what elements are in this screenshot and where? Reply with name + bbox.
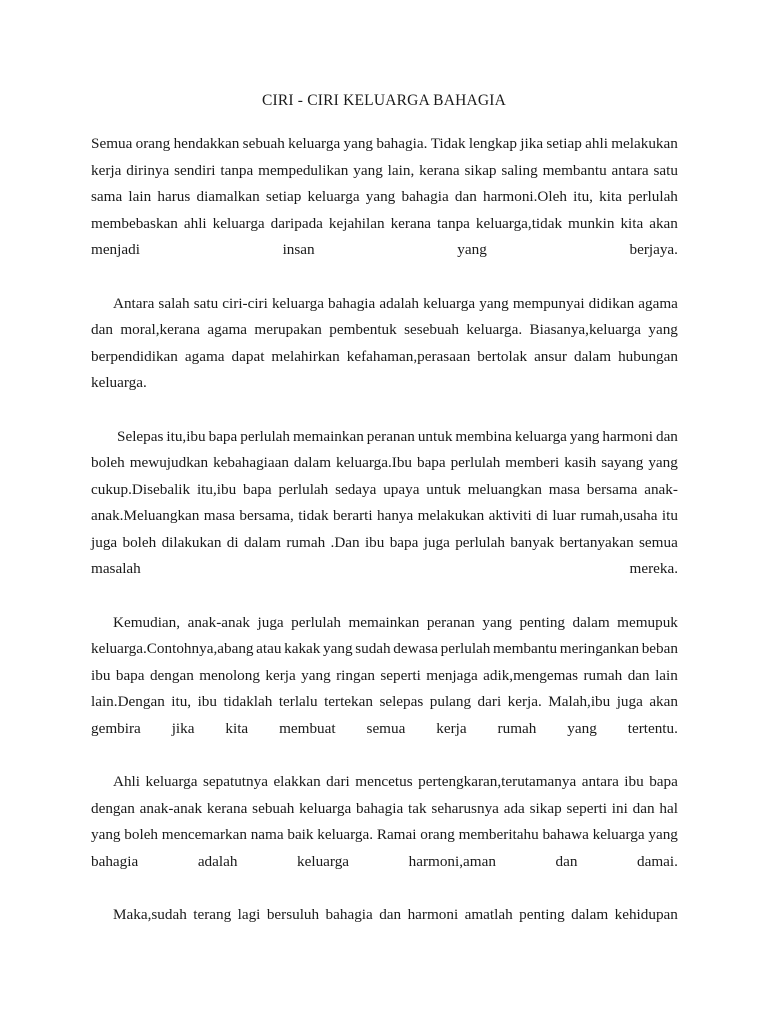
word: berarti <box>332 507 373 524</box>
word: bersama <box>586 480 638 498</box>
word: memberi <box>505 454 560 471</box>
text-line <box>91 424 678 451</box>
word: dalam <box>572 613 610 631</box>
word: kefahaman,perasaan <box>346 347 471 365</box>
text-line <box>91 530 678 557</box>
word: adik,mengemas <box>483 666 579 684</box>
word: kerja <box>265 666 296 684</box>
word: juga <box>91 533 118 551</box>
text-line <box>91 211 678 238</box>
word: bahagia <box>356 799 404 817</box>
word: hendakkan <box>173 135 240 152</box>
word: adalah <box>379 294 420 312</box>
word: amatlah <box>464 906 513 923</box>
word: rumah <box>497 719 537 737</box>
paragraph-gap <box>91 875 678 902</box>
word: ringan <box>336 666 375 684</box>
word: kerja <box>91 161 122 179</box>
word: beban <box>641 640 678 657</box>
word: bahawa <box>542 826 589 843</box>
word: perlulah <box>440 640 491 657</box>
word: boleh <box>91 454 125 471</box>
word: kita <box>620 214 644 232</box>
word: mencetus <box>355 773 413 790</box>
word: anak.Meluangkan <box>91 507 200 524</box>
word: boleh <box>122 533 157 551</box>
text-line <box>91 610 678 637</box>
word: meringankan <box>559 640 640 657</box>
word: munkin <box>568 214 615 232</box>
text-line <box>91 716 678 743</box>
word: satu <box>653 161 678 179</box>
word: membuat <box>279 719 336 737</box>
word: Semua <box>91 135 133 152</box>
word: dewasa <box>393 640 438 657</box>
word: elakkan <box>273 773 321 790</box>
word: kerana <box>390 214 432 232</box>
word: boleh <box>124 826 159 843</box>
word: yang <box>365 188 396 205</box>
word: keluarga <box>288 135 341 152</box>
word: yang <box>569 427 600 445</box>
word: ini <box>611 799 628 817</box>
word: bersuluh <box>266 906 320 923</box>
word: membantu <box>542 161 607 179</box>
text-line <box>91 902 678 929</box>
word: dalam <box>243 533 282 551</box>
word: mereka. <box>629 560 678 577</box>
word: dalam <box>573 347 612 365</box>
word: masalah <box>91 560 141 577</box>
word: merupakan <box>254 321 322 338</box>
word: lain.Dengan <box>91 693 165 710</box>
word: sebuah <box>252 799 295 817</box>
word: Ahli <box>113 773 141 790</box>
word: di <box>536 507 548 524</box>
word: aktiviti <box>488 507 532 524</box>
word: peranan <box>366 427 415 445</box>
word: anak-anak <box>187 613 250 631</box>
paragraph-gap <box>91 397 678 424</box>
word: insan <box>282 241 315 258</box>
word: dirinya <box>126 161 170 179</box>
word: Selepas <box>117 427 164 445</box>
text-line <box>91 769 678 796</box>
word: banyak <box>510 533 555 551</box>
word: harmoni <box>602 427 653 445</box>
word: perlulah <box>240 427 290 445</box>
word: yang <box>91 826 121 843</box>
word: bapa <box>389 533 419 551</box>
word: melakukan <box>611 135 678 152</box>
word: dan <box>655 427 678 445</box>
word: keluarga <box>423 294 476 312</box>
word: sama <box>91 188 123 205</box>
word: ciri-ciri <box>222 294 268 312</box>
word: dalam <box>293 454 332 471</box>
word: keluarga.Ibu <box>335 454 413 471</box>
word: harmoni <box>407 906 459 923</box>
word: bapa <box>208 427 238 445</box>
word: perlulah <box>628 188 678 205</box>
paragraph-gap <box>91 742 678 769</box>
word: keluarga. <box>91 374 147 391</box>
word: penting <box>519 613 566 631</box>
word: hubungan <box>618 347 678 365</box>
word: adalah <box>197 852 238 870</box>
word: itu, <box>171 693 192 710</box>
word: memainkan <box>292 427 364 445</box>
word: luar <box>552 507 576 524</box>
word: pertengkaran,terutamanya <box>418 773 577 790</box>
word: yang <box>648 454 678 471</box>
word: bersama, <box>239 507 294 524</box>
word: orang <box>135 135 171 152</box>
word: keluarga <box>297 852 350 870</box>
word: menjaga <box>426 666 478 684</box>
word: ahli <box>183 214 207 232</box>
word: kehidupan <box>614 906 678 923</box>
word: lain, <box>387 161 415 179</box>
word: hanya <box>376 507 414 524</box>
text-line <box>91 158 678 185</box>
word: satu <box>193 294 219 312</box>
word: keluarga <box>145 773 198 790</box>
word: berjaya. <box>629 241 678 258</box>
text-line <box>91 796 678 823</box>
word: perlulah <box>278 480 329 498</box>
word: setiap <box>546 135 582 152</box>
text-line <box>91 689 678 716</box>
word: bahagia <box>325 906 373 923</box>
word: setiap <box>265 188 302 205</box>
word: seperti <box>566 799 607 817</box>
word: membebaskan <box>91 214 178 232</box>
document-title: CIRI - CIRI KELUARGA BAHAGIA <box>261 92 507 109</box>
word: harmoni.Oleh <box>483 188 567 205</box>
word: keluarga. <box>317 826 374 843</box>
word: yang <box>567 719 597 737</box>
word: salah <box>158 294 190 312</box>
word: selepas <box>379 693 424 710</box>
word: itu,ibu <box>166 427 206 445</box>
paragraph <box>91 610 678 743</box>
word: yang <box>479 294 509 312</box>
word: didikan <box>588 294 635 312</box>
word: Maka,sudah <box>113 906 187 923</box>
word: tanpa <box>437 214 470 232</box>
text-line <box>91 663 678 690</box>
text-line <box>91 556 678 583</box>
word: juga <box>257 613 284 631</box>
word: mencemarkan <box>161 826 247 843</box>
word: akan <box>649 214 678 232</box>
word: penting <box>519 906 565 923</box>
text-line <box>91 344 678 371</box>
word: ansur <box>534 347 567 365</box>
word: harus <box>157 188 191 205</box>
word: membina <box>455 427 512 445</box>
word: bapa <box>649 773 678 790</box>
word: kita <box>225 719 249 737</box>
word: untuk <box>426 480 461 498</box>
word: tidaklah <box>223 693 273 710</box>
word: dan <box>632 799 655 817</box>
word: memberitahu <box>458 826 539 843</box>
word: menolong <box>199 666 260 684</box>
paragraph <box>91 902 678 929</box>
word: mempunyai <box>512 294 585 312</box>
word: lain <box>128 188 152 205</box>
word: keluarga,tidak <box>475 214 563 232</box>
word: akan <box>649 693 678 710</box>
word: yang <box>301 666 331 684</box>
word: agama <box>184 347 225 365</box>
word: lain <box>655 666 678 684</box>
word: bahagia. <box>376 135 428 152</box>
word: sikap <box>464 161 497 179</box>
word: jika <box>171 719 195 737</box>
word: sesebuah <box>404 321 459 338</box>
word: kerja. <box>507 693 542 710</box>
word: baik <box>287 826 314 843</box>
word: sebuah <box>242 135 285 152</box>
word: dalam <box>571 906 609 923</box>
word: tidak <box>298 507 329 524</box>
word: keluarga. <box>466 321 523 338</box>
word: Ramai <box>376 826 417 843</box>
word: terlalu <box>278 693 318 710</box>
word: kerana <box>419 161 460 179</box>
word: yang <box>648 826 678 843</box>
word: keluarga <box>271 294 324 312</box>
word: memainkan <box>348 613 420 631</box>
word: itu <box>661 507 678 524</box>
text-line <box>91 237 678 264</box>
word: membantu <box>493 640 558 657</box>
text-line <box>91 503 678 530</box>
word: damai. <box>637 852 678 870</box>
word: cukup.Disebalik <box>91 480 191 498</box>
word: Malah,ibu <box>548 693 611 710</box>
word: ibu <box>364 533 385 551</box>
text-line <box>91 477 678 504</box>
word: lagi <box>237 906 261 923</box>
word: ibu <box>91 666 111 684</box>
word: bapa <box>115 666 145 684</box>
word: dilakukan <box>161 533 222 551</box>
word: dan <box>379 906 402 923</box>
word: seperti <box>380 666 421 684</box>
word: ada <box>503 799 525 817</box>
word: jika <box>520 135 544 152</box>
word: bertanyakan <box>559 533 634 551</box>
word: kejahilan <box>328 214 385 232</box>
word: dengan <box>91 799 135 817</box>
word: harmoni,aman <box>408 852 496 870</box>
word: rumah <box>286 533 326 551</box>
word: rumah,usaha <box>580 507 658 524</box>
word: gembira <box>91 719 141 737</box>
word: masa <box>548 480 580 498</box>
word: melakukan <box>417 507 485 524</box>
word: dan <box>91 321 113 338</box>
word: bapa <box>416 454 446 471</box>
word: dan <box>627 666 650 684</box>
word: saling <box>501 161 538 179</box>
paragraph-gap <box>91 583 678 610</box>
document-body <box>91 131 678 929</box>
word: melahirkan <box>271 347 340 365</box>
word: tertekan <box>324 693 373 710</box>
text-line <box>91 291 678 318</box>
word: Kemudian, <box>113 613 181 631</box>
text-line <box>91 317 678 344</box>
word: ibu <box>624 773 644 790</box>
text-line <box>91 131 678 158</box>
word: itu,ibu <box>196 480 237 498</box>
word: juga <box>423 533 450 551</box>
word: yang <box>343 135 374 152</box>
word: keluarga.Contohnya,abang <box>91 640 254 657</box>
word: kita <box>599 188 622 205</box>
word: dan <box>454 188 477 205</box>
word: kasih <box>564 454 597 471</box>
word: yang <box>323 640 353 657</box>
word: daripada <box>270 214 323 232</box>
text-line <box>91 822 678 849</box>
word: itu, <box>573 188 593 205</box>
word: yang <box>648 321 678 338</box>
word: ibu <box>197 693 217 710</box>
word: .Dan <box>330 533 360 551</box>
word: Biasanya,keluarga <box>529 321 641 338</box>
word: kebahagiaan <box>213 454 289 471</box>
word: masa <box>203 507 235 524</box>
word: keluarga <box>592 826 645 843</box>
word: berpendidikan <box>91 347 178 365</box>
paragraph <box>91 424 678 583</box>
paragraph <box>91 291 678 397</box>
word: menjadi <box>91 241 140 258</box>
word: Tidak <box>430 135 466 152</box>
word: dengan <box>149 666 194 684</box>
word: keluarga <box>299 799 352 817</box>
word: juga <box>616 693 643 710</box>
word: ahli <box>585 135 608 152</box>
word: bahagia <box>401 188 449 205</box>
word: antara <box>581 773 619 790</box>
word: pulang <box>429 693 472 710</box>
word: agama <box>207 321 248 338</box>
word: sedaya <box>335 480 377 498</box>
word: mempedulikan <box>258 161 349 179</box>
word: peranan <box>426 613 475 631</box>
word: atau <box>256 640 282 657</box>
word: di <box>226 533 239 551</box>
word: nama <box>250 826 284 843</box>
word: sayang <box>601 454 644 471</box>
word: dan <box>555 852 578 870</box>
word: anak-anak <box>139 799 203 817</box>
word: bahagia <box>91 852 139 870</box>
word: agama <box>638 294 678 312</box>
paragraph <box>91 131 678 264</box>
text-line <box>91 849 678 876</box>
word: keluarga <box>307 188 360 205</box>
text-line <box>91 370 678 397</box>
word: kerja <box>436 719 467 737</box>
text-line <box>91 184 678 211</box>
word: meluangkan <box>467 480 542 498</box>
word: dari <box>326 773 350 790</box>
word: semua <box>639 533 678 551</box>
word: terang <box>193 906 232 923</box>
word: kerana <box>206 799 248 817</box>
word: antara <box>611 161 649 179</box>
word: mewujudkan <box>129 454 209 471</box>
word: tak <box>408 799 427 817</box>
word: bertolak <box>477 347 528 365</box>
word: perlulah <box>455 533 505 551</box>
word: diamalkan <box>196 188 260 205</box>
word: semua <box>366 719 406 737</box>
word: bahagia <box>328 294 376 312</box>
word: tanpa <box>220 161 254 179</box>
word: sendiri <box>174 161 216 179</box>
word: perlulah <box>291 613 341 631</box>
paragraph <box>91 769 678 875</box>
text-line <box>91 636 678 663</box>
word: sikap <box>529 799 562 817</box>
word: sepatutnya <box>203 773 268 790</box>
word: moral,kerana <box>120 321 201 338</box>
word: yang <box>482 613 512 631</box>
word: sudah <box>355 640 391 657</box>
word: tertentu. <box>627 719 678 737</box>
paragraph-gap <box>91 264 678 291</box>
word: upaya <box>383 480 420 498</box>
word: Antara <box>113 294 155 312</box>
word: keluarga <box>514 427 567 445</box>
word: perlulah <box>450 454 501 471</box>
word: yang <box>457 241 487 258</box>
word: anak- <box>644 480 678 498</box>
word: kakak <box>284 640 321 657</box>
word: yang <box>353 161 383 179</box>
word: keluarga <box>212 214 265 232</box>
word: untuk <box>417 427 453 445</box>
word: bapa <box>243 480 272 498</box>
word: seharusnya <box>431 799 499 817</box>
word: lengkap <box>468 135 517 152</box>
word: rumah <box>583 666 623 684</box>
word: dari <box>477 693 502 710</box>
word: dapat <box>231 347 265 365</box>
word: orang <box>420 826 455 843</box>
word: hal <box>659 799 678 817</box>
word: memupuk <box>617 613 678 631</box>
text-line <box>91 450 678 477</box>
word: pembentuk <box>329 321 397 338</box>
